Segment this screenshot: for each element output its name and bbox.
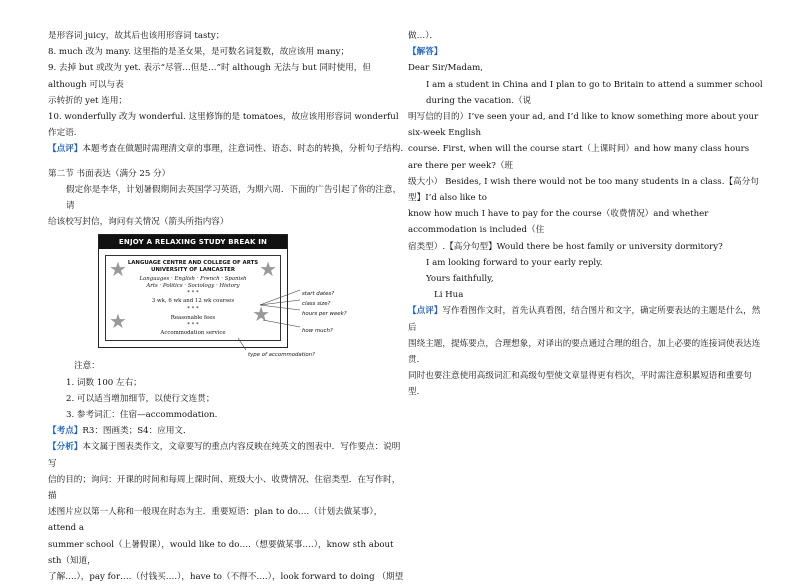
answer-tag: 【解答】 — [408, 47, 443, 58]
letter-line: know how much I have to pay for the course（收费情况）and whether accommodation is included（住 — [408, 209, 709, 236]
text-line: 8. much 改为 many. 这里指的是圣女果，是可数名词复数，故应该用 many； — [48, 47, 350, 58]
text-line: 信的目的；询问：开课的时间和每周上课时间、班级大小、收费情况、住宿类型．在写作时，描 — [48, 474, 401, 502]
text-line: summer school（上暑假课），would like to do….（想要做某事….），know sth about sth（知道， — [48, 539, 394, 566]
letter-closing: I am looking forward to your early reply. — [426, 257, 603, 268]
comment-tag: 【点评】 — [48, 144, 83, 155]
text-line: 是形容词 juicy，故其后也该用形容词 tasty； — [48, 31, 225, 41]
ad-divider: * * * — [187, 290, 199, 297]
fenxi-paragraph — [48, 439, 404, 471]
comment-text: 本题考查在做题时需理清文章的事理，注意词性、语态、时态的转换，分析句子结构. — [82, 144, 404, 155]
fenxi-tag: 【分析】 — [48, 442, 83, 453]
text-line: 了解….），pay for….（付钱买….），have to（不得不….），look forward to doing （期望 — [48, 572, 404, 583]
ad-divider: * * * — [187, 322, 199, 329]
salutation: Dear Sir/Madam, — [408, 63, 484, 74]
note-hours: hours per week? — [302, 311, 347, 318]
note-how-much: how much? — [302, 328, 333, 335]
star-icon: ★ — [109, 309, 127, 334]
ad-figure — [48, 234, 404, 358]
kaodian-paragraph — [48, 423, 404, 439]
note-item: 2. 可以适当增加细节，以使行文连贯； — [66, 393, 215, 404]
comment-tag: 【点评】 — [408, 306, 443, 317]
ad-languages: Languages · English · French · Spanish — [139, 276, 247, 283]
ad-arts: Arts · Politics · Sociology · History — [146, 283, 240, 290]
ad-divider: * * * — [187, 306, 199, 313]
prompt-line: 给该校写封信，询问有关情况（箭头所指内容） — [48, 217, 229, 228]
star-icon: ★ — [259, 257, 277, 282]
ad-courses: 3 wk, 6 wk and 12 wk courses — [151, 298, 235, 305]
text-line: 围绕主题，提炼要点，合理想象，对译出的要点通过合理的组合，加上必要的连接词使表达连贯． — [408, 338, 761, 366]
note-class-size: class size? — [302, 301, 331, 308]
letter-line: 级大小） Besides, I wish there would not be too many students in a class.【高分句型】I’d also like to — [408, 176, 759, 204]
kaodian-text: R3：图画类；S4：应用文． — [82, 426, 192, 437]
prompt-line: 假定你是李华，计划暑假期间去英国学习英语，为期六周．下面的广告引起了你的注意，请 — [66, 184, 402, 212]
text-line: 10. wonderfully 改为 wonderful. 这里修饰的是 tomatoes，故应该用形容词 wonderful 作定语. — [48, 112, 399, 139]
note-item: 3. 参考词汇：住宿—accommodation. — [66, 410, 218, 421]
star-icon: ★ — [252, 302, 270, 327]
comment-paragraph — [408, 303, 764, 335]
letter-line: course. First, when will the course start（上课时间）and how many class hours are there per week?（班 — [408, 144, 750, 171]
letter-line: 明写信的目的）I’ve seen your ad, and I’d like to know something more about your six-week English — [408, 112, 759, 139]
right-column — [408, 28, 764, 401]
letter-yours: Yours faithfully, — [426, 274, 494, 285]
ad-org-line: LANGUAGE CENTRE AND COLLEGE OF ARTS — [127, 260, 259, 267]
text-line: 同时也要注意使用高级词汇和高级句型使文章显得更有档次，平时需注意积累短语和重要句型． — [408, 371, 752, 398]
comment-paragraph — [48, 141, 404, 157]
text-line: 做…）． — [408, 31, 439, 41]
star-icon: ★ — [109, 257, 127, 282]
comment-text: 写作看图作文时，首先认真看图，结合图片和文字，确定所要表达的主题是什么，然后 — [408, 306, 761, 333]
ad-org-line: UNIVERSITY OF LANCASTER — [150, 267, 236, 274]
kaodian-tag: 【考点】 — [48, 426, 83, 437]
ad-accommodation: Accommodation service — [160, 330, 226, 337]
section-title: 第二节 书面表达（满分 25 分） — [48, 168, 171, 179]
leader-lines — [48, 234, 404, 358]
letter-line: 宿类型）.【高分句型】Would there be host family or university dormitory? — [408, 241, 723, 252]
letter-line: I am a student in China and I plan to go to Britain to attend a summer school during the vacation.（说 — [426, 79, 763, 106]
note-item: 1. 词数 100 左右； — [66, 377, 142, 388]
text-line: 示转折的 yet 连用； — [48, 95, 128, 106]
note-accommodation-type: type of accommodation? — [248, 352, 315, 359]
letter-signature: Li Hua — [434, 290, 464, 301]
fenxi-text: 本文属于图表类作文，文章要写的重点内容反映在纯英文的图表中．写作要点：说明写 — [48, 442, 401, 469]
text-line: 9. 去掉 but 或改为 yet. 表示“尽管…但是…”时 although 无法与 but 同时使用，但 although 可以与表 — [48, 63, 371, 90]
notes-title: 注意： — [74, 361, 100, 372]
text-line: 述图片应以第一人称和一般现在时态为主．重要短语：plan to do….（计划去做某事），attend a — [48, 507, 383, 534]
note-start-dates: start dates? — [302, 291, 335, 298]
left-column — [48, 28, 404, 585]
ad-fees: Reasonable fees — [170, 315, 216, 322]
ad-banner: ENJOY A RELAXING STUDY BREAK IN BEAUTIFUL LANCASTER — [99, 235, 287, 249]
